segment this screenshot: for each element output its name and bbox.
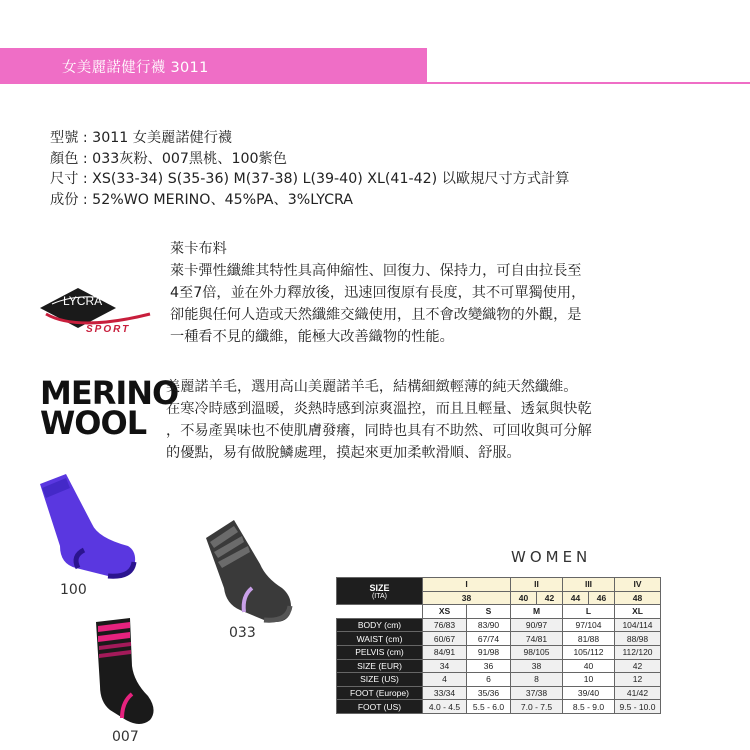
size-value-cell: 112/120 (615, 645, 661, 659)
row-label: PELVIS (cm) (337, 645, 423, 659)
size-chart-heading: WOMEN (511, 548, 592, 566)
size-value-cell: 8 (511, 673, 563, 687)
size-value-cell: 5.5 - 6.0 (467, 700, 511, 714)
ita-size: 40 (511, 591, 537, 605)
lycra-line: 4至7倍，並在外力釋放後，迅速回復原有長度，其不可單獨使用， (170, 285, 586, 301)
size-chart-table (336, 577, 661, 714)
size-value-cell: 8.5 - 9.0 (563, 700, 615, 714)
lycra-line: 一種看不見的纖維，能極大改善織物的性能。 (170, 329, 454, 345)
title-banner (0, 48, 427, 84)
wool-logo-line: WOOL (40, 404, 147, 442)
page-title: 女美麗諾健行襪 3011 (62, 60, 209, 76)
size-value-cell: 67/74 (467, 632, 511, 646)
size-value-cell: 105/112 (563, 645, 615, 659)
size-value-cell: 88/98 (615, 632, 661, 646)
letter-size: M (511, 605, 563, 619)
banner-rule (427, 82, 750, 84)
row-label: WAIST (cm) (337, 632, 423, 646)
lycra-sport-logo (38, 274, 153, 334)
size-value-cell: 97/104 (563, 618, 615, 632)
row-label: SIZE (EUR) (337, 659, 423, 673)
size-value-cell: 41/42 (615, 686, 661, 700)
sock-purple-image (38, 472, 138, 582)
size-value-cell: 98/105 (511, 645, 563, 659)
size-value-cell: 35/36 (467, 686, 511, 700)
size-value-cell: 90/97 (511, 618, 563, 632)
size-value-cell: 37/38 (511, 686, 563, 700)
size-value-cell: 33/34 (423, 686, 467, 700)
merino-logo-line: MERINO (40, 374, 179, 412)
size-chart-row (337, 632, 661, 646)
letter-size: L (563, 605, 615, 619)
merino-line: ，不易產異味也不使肌膚發癢，同時也具有不助然、可回收與可分解 (166, 423, 592, 439)
sock-label-100: 100 (60, 582, 87, 598)
size-value-cell: 76/83 (423, 618, 467, 632)
lycra-line: 萊卡彈性纖維其特性具高伸縮性、回復力、保持力，可自由拉長至 (170, 263, 582, 279)
spec-material: 成份 : 52%WO MERINO、45%PA、3%LYCRA (50, 191, 354, 208)
size-value-cell: 34 (423, 659, 467, 673)
sock-grey-image (204, 518, 294, 628)
merino-line: 美麗諾羊毛，選用高山美麗諾羊毛，結構細緻輕薄的純天然纖維。 (166, 379, 578, 395)
spec-sizes: 尺寸 : XS(33-34) S(35-36) M(37-38) L(39-40) XL(41-42) 以歐規尺寸方式計算 (50, 171, 570, 187)
lycra-description (170, 238, 585, 348)
size-value-cell: 7.0 - 7.5 (511, 700, 563, 714)
size-value-cell: 12 (615, 673, 661, 687)
size-value-cell: 83/90 (467, 618, 511, 632)
merino-description (166, 376, 592, 464)
size-value-cell: 39/40 (563, 686, 615, 700)
row-label: SIZE (US) (337, 673, 423, 687)
spec-colors: 顏色 : 033灰粉、007黑桃、100紫色 (50, 150, 287, 167)
size-value-cell: 84/91 (423, 645, 467, 659)
size-chart-row (337, 700, 661, 714)
size-value-cell: 91/98 (467, 645, 511, 659)
roman-header: III (563, 578, 615, 592)
row-label: BODY (cm) (337, 618, 423, 632)
lycra-line: 卻能與任何人造或天然纖維交織使用，且不會改變織物的外觀，是 (170, 307, 582, 323)
size-sub-label: (ITA) (371, 592, 388, 600)
ita-size: 38 (423, 591, 511, 605)
spec-model: 型號 : 3011 女美麗諾健行襪 (50, 130, 233, 146)
letter-size: XL (615, 605, 661, 619)
lycra-logo-text: LYCRA (63, 294, 103, 308)
letter-size: S (467, 605, 511, 619)
sock-black-pink-image (92, 616, 162, 728)
size-value-cell: 40 (563, 659, 615, 673)
row-label: FOOT (Europe) (337, 686, 423, 700)
roman-header: I (423, 578, 511, 592)
letter-size: XS (423, 605, 467, 619)
merino-wool-logo (40, 374, 179, 442)
size-label: SIZE (369, 582, 390, 593)
size-chart-row (337, 659, 661, 673)
size-value-cell: 81/88 (563, 632, 615, 646)
size-value-cell: 4 (423, 673, 467, 687)
ita-size: 42 (537, 591, 563, 605)
sock-label-033: 033 (229, 625, 256, 641)
sport-logo-text: SPORT (86, 324, 131, 334)
size-value-cell: 36 (467, 659, 511, 673)
size-chart-row (337, 686, 661, 700)
size-chart-row (337, 618, 661, 632)
product-specs (50, 128, 569, 210)
ita-size: 46 (589, 591, 615, 605)
size-value-cell: 4.0 - 4.5 (423, 700, 467, 714)
merino-line: 的優點，易有做脫鱗處理，摸起來更加柔軟滑順、舒服。 (166, 445, 521, 461)
size-value-cell: 9.5 - 10.0 (615, 700, 661, 714)
size-chart-row (337, 645, 661, 659)
size-value-cell: 38 (511, 659, 563, 673)
roman-header: IV (615, 578, 661, 592)
size-value-cell: 6 (467, 673, 511, 687)
size-value-cell: 42 (615, 659, 661, 673)
size-header-cell (337, 578, 423, 605)
ita-size: 48 (615, 591, 661, 605)
lycra-heading: 萊卡布料 (170, 241, 227, 257)
size-value-cell: 60/67 (423, 632, 467, 646)
row-label: FOOT (US) (337, 700, 423, 714)
size-value-cell: 74/81 (511, 632, 563, 646)
roman-header: II (511, 578, 563, 592)
ita-size: 44 (563, 591, 589, 605)
size-value-cell: 10 (563, 673, 615, 687)
merino-line: 在寒冷時感到溫暖，炎熱時感到涼爽溫控，而且且輕量、透氣與快乾 (166, 401, 592, 417)
size-value-cell: 104/114 (615, 618, 661, 632)
size-chart-row (337, 673, 661, 687)
sock-label-007: 007 (112, 729, 139, 745)
